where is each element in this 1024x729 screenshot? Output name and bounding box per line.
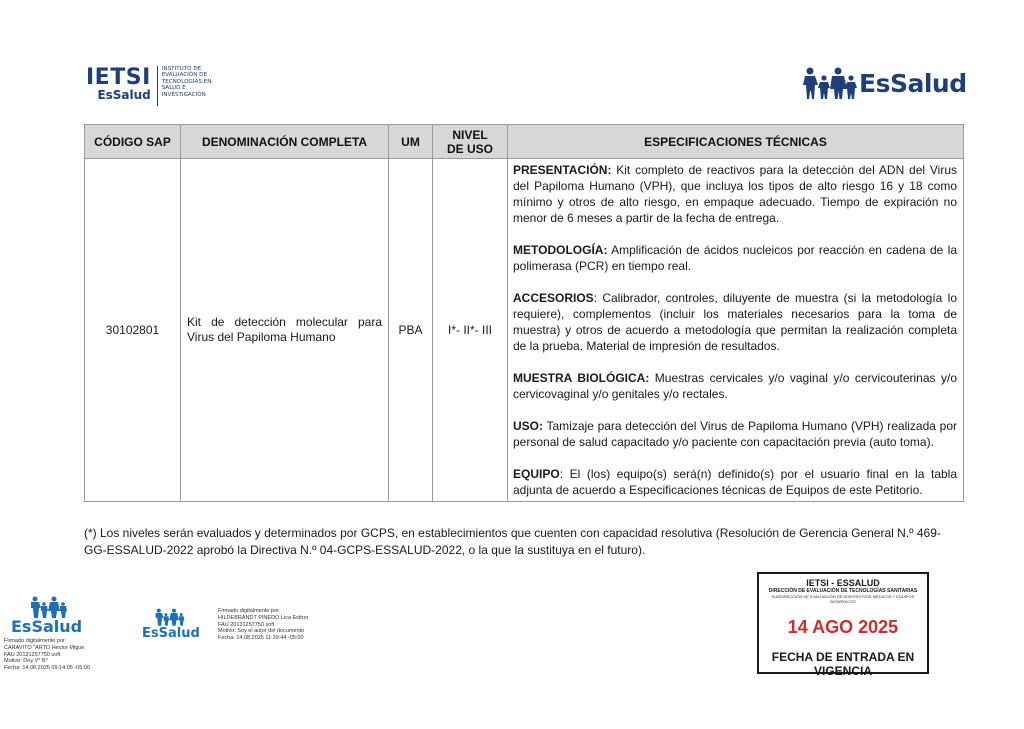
ietsi-logo-mark <box>86 66 158 106</box>
cell-codigo: 30102801 <box>85 159 181 502</box>
spec-label: EQUIPO <box>513 467 560 481</box>
spec-text: Muestras cervicales y/o vaginal y/o cervicouterinas y/o cervicovaginal y/o genitales y/o rectales. <box>513 371 957 401</box>
spec-label: MUESTRA BIOLÓGICA: <box>513 371 650 385</box>
ietsi-caption-line: TECNOLOGÍAS EN <box>161 78 212 85</box>
family-icon <box>154 608 186 626</box>
signature-line: FAU 20131257750 soft <box>4 651 61 658</box>
spec-uso <box>513 418 957 450</box>
spec-text: Tamizaje para detección del Virus de Papiloma Humano (VPH) realizada por personal de salud capacitado y/o paciente con capacitación previa (auto toma). <box>513 419 957 449</box>
cell-um: PBA <box>389 159 433 502</box>
cell-nivel: I*- II*- III <box>433 159 508 502</box>
specifications-table <box>84 124 964 502</box>
col-header-denominacion: DENOMINACIÓN COMPLETA <box>181 125 389 159</box>
spec-label: USO: <box>513 419 543 433</box>
signature-line: Firmado digitalmente por <box>218 608 279 614</box>
signature-1-brand: EsSalud <box>11 617 83 636</box>
signature-2-logo <box>142 608 202 641</box>
col-header-especificaciones: ESPECIFICACIONES TÉCNICAS <box>508 125 964 159</box>
ietsi-logo-caption <box>158 66 212 98</box>
family-icon <box>29 596 69 618</box>
table-row <box>85 159 964 502</box>
spec-label: ACCESORIOS <box>513 291 594 305</box>
signature-line: Motivo: Soy el autor del documento <box>218 628 305 635</box>
col-header-um: UM <box>389 125 433 159</box>
spec-text: Amplificación de ácidos nucleicos por reacción en cadena de la polimerasa (PCR) en tiempo real. <box>513 243 957 273</box>
table-header-row <box>85 125 964 159</box>
signature-line: Firmado digitalmente por <box>4 638 65 644</box>
essalud-logo-text: EsSalud <box>859 68 967 98</box>
cell-especificaciones <box>508 159 964 502</box>
col-header-nivel: NIVEL DE USO <box>433 125 508 159</box>
ietsi-logo <box>86 66 211 106</box>
stamp-label: FECHA DE ENTRADA EN VIGENCIA <box>771 650 915 678</box>
stamp-date: 14 AGO 2025 <box>787 617 899 637</box>
ietsi-caption-line: INVESTIGACIÓN <box>161 91 206 98</box>
ietsi-logo-sub: EsSalud <box>97 88 151 102</box>
stamp-subsubtitle: SUBDIRECCIÓN DE EVALUACIÓN DE DISPOSITIVOS MÉDICOS Y EQUIPOS BIOMÉDICOS <box>771 594 915 604</box>
spec-label: PRESENTACIÓN: <box>513 163 612 177</box>
ietsi-logo-word: IETSI <box>86 65 151 90</box>
signature-line: CARAVITO "ARTO Hector Migue <box>4 644 85 651</box>
signature-2-text <box>218 608 338 642</box>
spec-metodologia <box>513 242 957 274</box>
spec-label: METODOLOGÍA: <box>513 243 608 257</box>
digital-signature-1 <box>4 596 119 672</box>
spec-muestra <box>513 370 957 402</box>
spec-equipo <box>513 466 957 498</box>
signature-line: HILDEBRANDT PINEDO Lica Esther <box>218 614 309 621</box>
spec-accesorios <box>513 290 957 354</box>
signature-2-brand: EsSalud <box>142 626 200 641</box>
signature-line: Fecha: 14.08.2025 11:39:44 -05:00 <box>218 635 304 642</box>
signature-line: FAU 20131257750 soft <box>218 621 275 628</box>
ietsi-caption-line: EVALUACIÓN DE <box>161 72 208 79</box>
spec-presentacion <box>513 162 957 226</box>
cell-denominacion: Kit de detección molecular para Virus del Papiloma Humano <box>181 159 389 502</box>
ietsi-caption-line: SALUD E <box>161 85 186 92</box>
effective-date-stamp <box>757 572 929 678</box>
stamp-subtitle: DIRECCIÓN DE EVALUACIÓN DE TECNOLOGÍAS SANITARIAS <box>768 588 918 594</box>
spec-text: : El (los) equipo(s) será(n) definido(s) por el usuario final en la tabla adjunta de acuerdo a Especificaciones técnicas de Equipos de este Petitorio. <box>513 467 957 497</box>
family-icon <box>802 66 858 100</box>
spec-text: : Calibrador, controles, diluyente de muestra (si la metodología lo requiere), complementos (incluir los materiales necesarios para la toma de muestra) y otros de acuerdo a metodología que permitan la realización completa de la prueba. Material de impresión de resultados. <box>513 291 957 353</box>
signature-line: Fecha: 14.08.2025 09:14:05 -05:00 <box>4 665 90 672</box>
digital-signature-2 <box>142 608 338 642</box>
ietsi-caption-line: INSTITUTO DE <box>161 66 202 72</box>
stamp-title: IETSI - ESSALUD <box>806 578 880 588</box>
spec-text: Kit completo de reactivos para la detección del ADN del Virus del Papiloma Humano (VPH), que incluya los tipos de alto riesgo 16 y 18 como mínimo y otros de alto riesgo, en empaque adecuado. Tiempo de expiración no menor de 6 meses a partir de la fecha de entrega. <box>513 163 957 225</box>
footnote: (*) Los niveles serán evaluados y determinados por GCPS, en establecimientos que cuenten con capacidad resolutiva (Resolución de Gerencia General N.º 469-GG-ESSALUD-2022 aprobó la Directiva N.º 04-GCPS-ESSALUD-2022, o la que la sustituya en el futuro). <box>84 526 941 557</box>
essalud-logo <box>802 66 967 100</box>
signature-1-text <box>4 638 119 672</box>
col-header-codigo: CÓDIGO SAP <box>85 125 181 159</box>
signature-line: Motivo: Doy V° B° <box>4 658 48 665</box>
